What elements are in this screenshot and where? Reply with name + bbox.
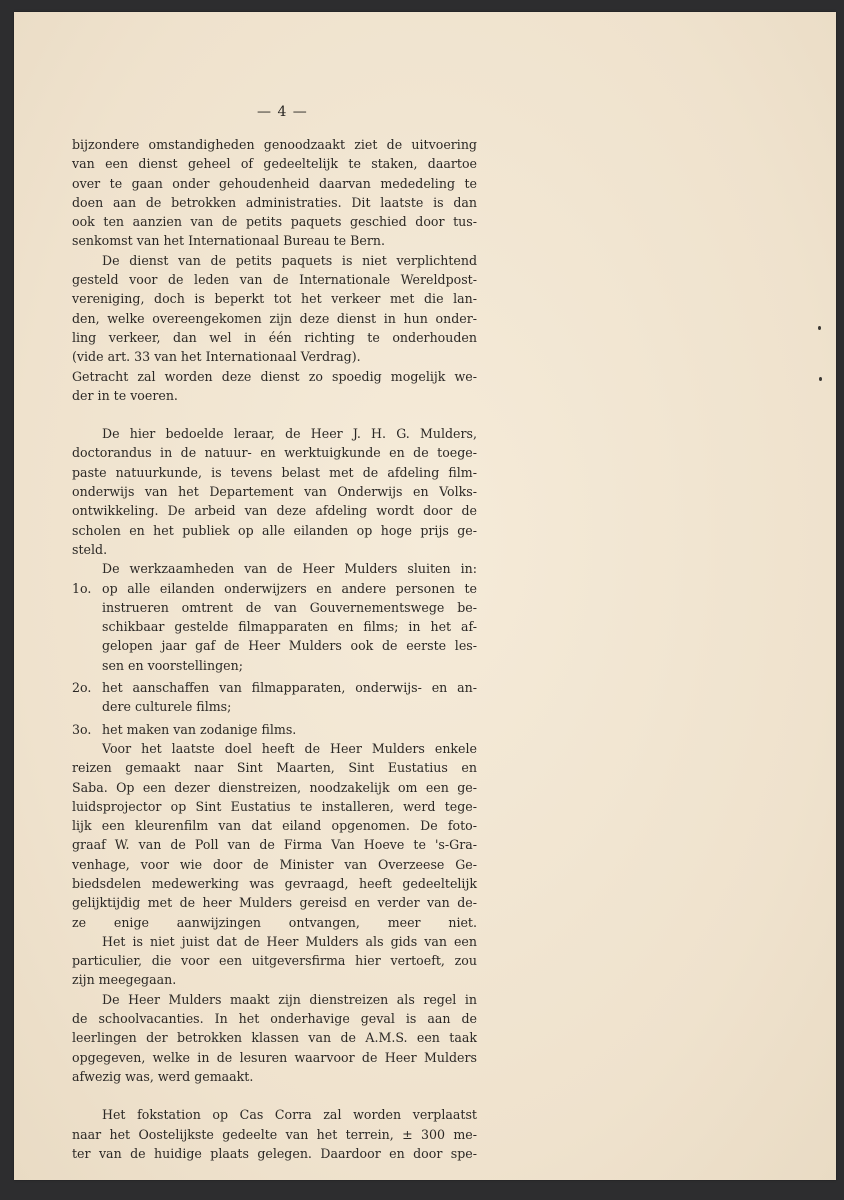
text-line: ontwikkeling. De arbeid van deze afdeling wordt door de: [72, 503, 477, 519]
text-line: instrueren omtrent de van Gouvernementswege be-: [102, 599, 477, 615]
text-line: van een dienst geheel of gedeeltelijk te staken, daartoe: [72, 156, 477, 172]
body-text: [72, 135, 477, 1163]
text-line: bijzondere omstandigheden genoodzaakt ziet de uitvoering: [72, 137, 477, 152]
list-item: [72, 678, 477, 717]
text-line: over te gaan onder gehoudenheid daarvan mededeling te: [72, 175, 477, 191]
text-line: reizen gemaakt naar Sint Maarten, Sint Eustatius en: [72, 760, 477, 776]
text-line: De Heer Mulders maakt zijn dienstreizen als regel in: [102, 991, 477, 1007]
paper-spot: [819, 377, 822, 381]
text-line: naar het Oostelijkste gedeelte van het terrein, ± 300 me-: [72, 1126, 477, 1142]
text-line: zijn meegegaan.: [72, 972, 177, 988]
text-line: De dienst van de petits paquets is niet verplichtend: [102, 252, 477, 268]
page-number: — 4 —: [257, 104, 308, 120]
text-line: leerlingen der betrokken klassen van de A.M.S. een taak: [72, 1030, 477, 1046]
text-line: ze enige aanwijzingen ontvangen, meer niet.: [72, 914, 477, 930]
text-line: ling verkeer, dan wel in één richting te onderhouden: [72, 329, 477, 345]
text-line: gelijktijdig met de heer Mulders gereisd en verder van de-: [72, 895, 477, 911]
text-line: De werkzaamheden van de Heer Mulders sluiten in:: [102, 561, 477, 577]
text-line: afwezig was, werd gemaakt.: [72, 1068, 254, 1084]
text-line: schikbaar gestelde filmapparaten en films; in het af-: [102, 619, 477, 635]
text-line: Getracht zal worden deze dienst zo spoedig mogelijk we-: [72, 368, 477, 384]
text-line: den, welke overeengekomen zijn deze dienst in hun onder-: [72, 310, 477, 326]
text-line: De hier bedoelde leraar, de Heer J. H. G. Mulders,: [102, 426, 477, 442]
text-line: scholen en het publiek op alle eilanden op hoge prijs ge-: [72, 522, 477, 538]
list-item: [72, 579, 477, 675]
text-line: op alle eilanden onderwijzers en andere personen te: [102, 580, 477, 596]
text-line: gesteld voor de leden van de Internationale Wereldpost-: [72, 272, 477, 288]
text-line: venhage, voor wie door de Minister van Overzeese Ge-: [72, 856, 477, 872]
text-line: der in te voeren.: [72, 387, 178, 403]
text-line: onderwijs van het Departement van Onderwijs en Volks-: [72, 484, 477, 500]
text-line: steld.: [72, 541, 108, 557]
text-line: particulier, die voor een uitgeversfirma hier vertoeft, zou: [72, 953, 477, 969]
list-item-number: 1o.: [72, 580, 92, 596]
text-line: opgegeven, welke in de lesuren waarvoor de Heer Mulders: [72, 1049, 477, 1065]
text-line: luidsprojector op Sint Eustatius te installeren, werd tege-: [72, 798, 477, 814]
text-line: doen aan de betrokken administraties. Dit laatste is dan: [72, 194, 477, 210]
text-line: ter van de huidige plaats gelegen. Daardoor en door spe-: [72, 1145, 477, 1161]
text-line: Het is niet juist dat de Heer Mulders als gids van een: [102, 933, 477, 949]
text-line: graaf W. van de Poll van de Firma Van Hoeve te 's-Gra-: [72, 837, 477, 853]
text-line: Saba. Op een dezer dienstreizen, noodzakelijk om een ge-: [72, 779, 477, 795]
list-item-number: 2o.: [72, 680, 92, 696]
text-line: het maken van zodanige films.: [102, 721, 297, 737]
text-line: doctorandus in de natuur- en werktuigkunde en de toege-: [72, 445, 477, 461]
text-line: sen en voorstellingen;: [102, 657, 243, 673]
text-line: lijk een kleurenfilm van dat eiland opgenomen. De foto-: [72, 818, 477, 834]
text-line: gelopen jaar gaf de Heer Mulders ook de eerste les-: [102, 638, 477, 654]
text-line: Voor het laatste doel heeft de Heer Mulders enkele: [102, 740, 477, 756]
text-line: senkomst van het Internationaal Bureau te Bern.: [72, 233, 385, 249]
list-item-number: 3o.: [72, 721, 92, 737]
text-line: (vide art. 33 van het Internationaal Verdrag).: [72, 349, 361, 365]
paper-spot: [818, 326, 821, 330]
text-line: vereniging, doch is beperkt tot het verkeer met die lan-: [72, 291, 477, 307]
text-line: paste natuurkunde, is tevens belast met de afdeling film-: [72, 464, 477, 480]
text-line: ook ten aanzien van de petits paquets geschied door tus-: [72, 214, 477, 230]
list-item: [72, 720, 477, 739]
text-line: de schoolvacanties. In het onderhavige geval is aan de: [72, 1011, 477, 1027]
text-line: het aanschaffen van filmapparaten, onderwijs- en an-: [102, 680, 477, 696]
document-page: [14, 12, 836, 1180]
text-line: dere culturele films;: [102, 699, 232, 715]
text-line: Het fokstation op Cas Corra zal worden verplaatst: [102, 1107, 477, 1123]
text-line: biedsdelen medewerking was gevraagd, heeft gedeeltelijk: [72, 875, 477, 891]
